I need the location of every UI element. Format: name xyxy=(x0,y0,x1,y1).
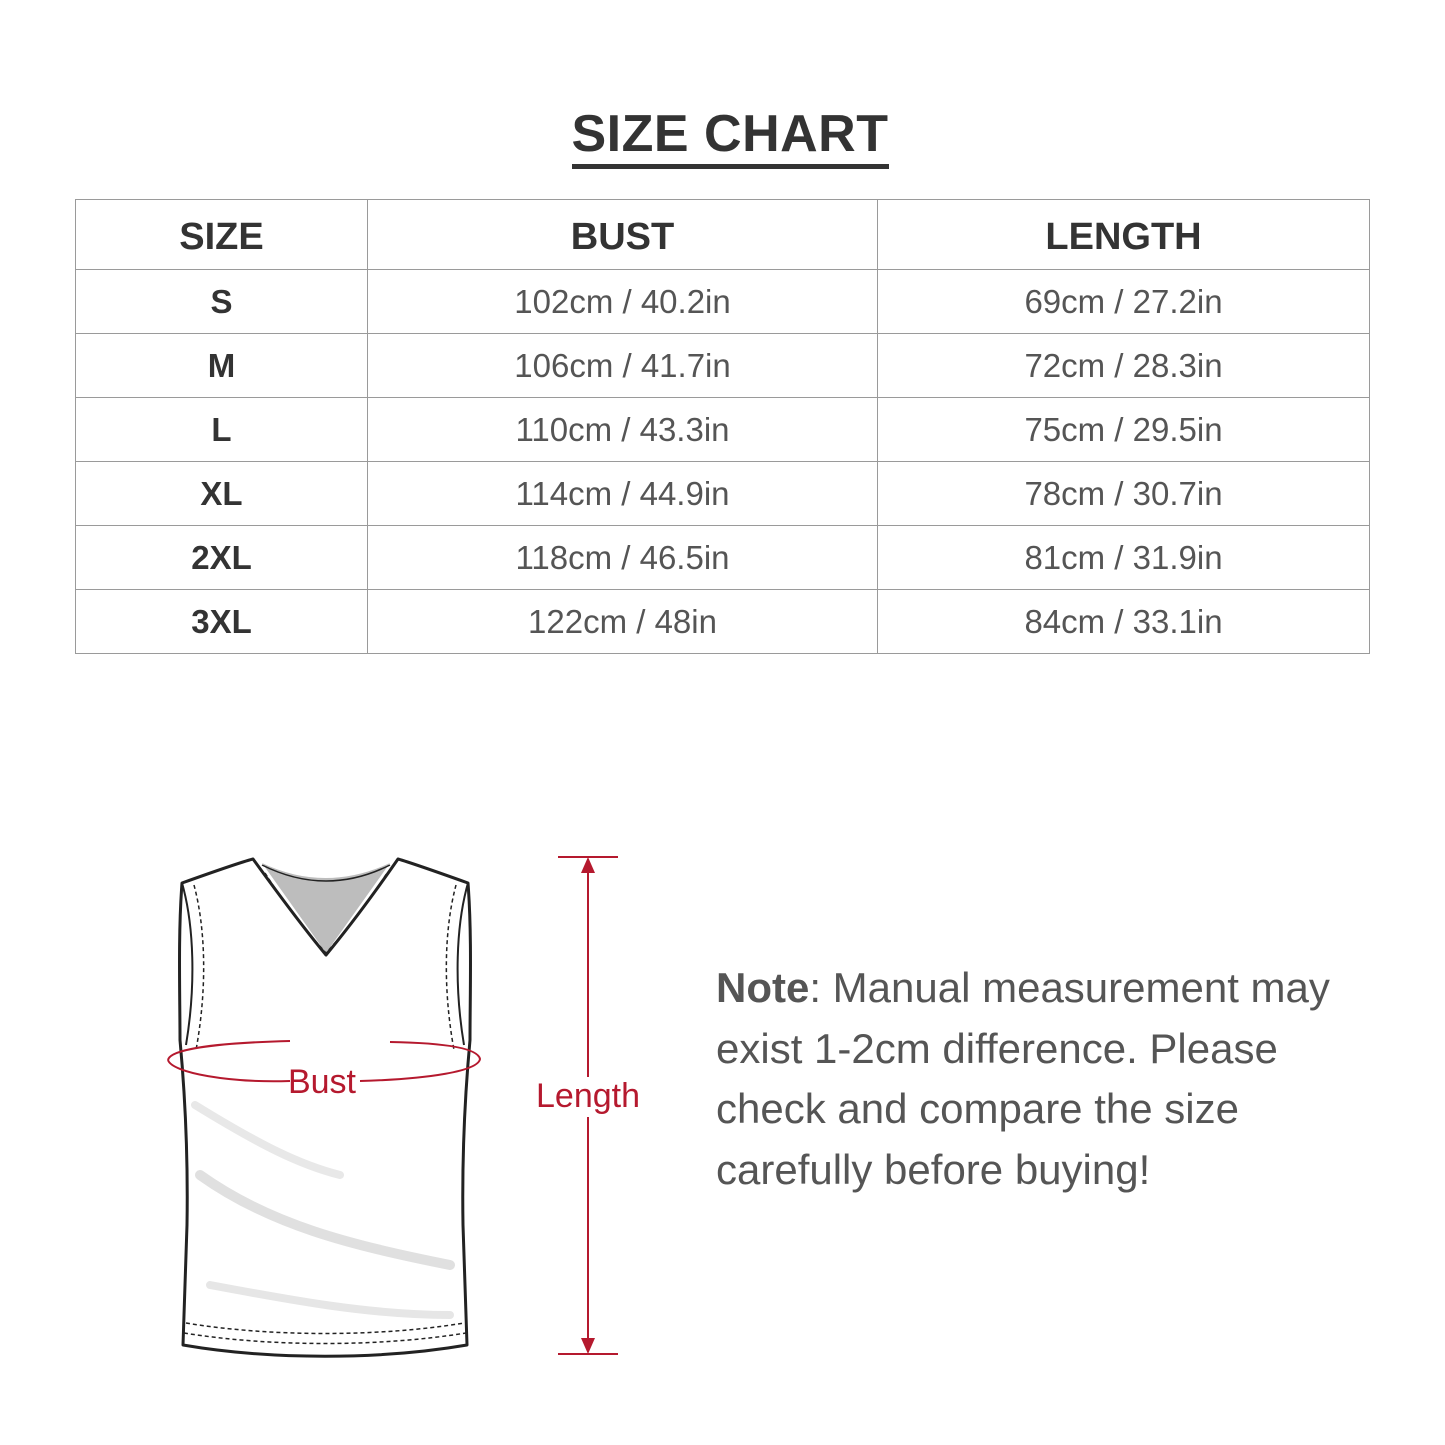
header-length: LENGTH xyxy=(878,200,1370,270)
table-row xyxy=(76,334,1370,398)
size-table xyxy=(75,199,1370,654)
size-cell: L xyxy=(76,398,368,462)
table-row xyxy=(76,590,1370,654)
length-cell: 81cm / 31.9in xyxy=(878,526,1370,590)
note-label: Note xyxy=(716,964,810,1011)
bust-cell: 122cm / 48in xyxy=(368,590,878,654)
table-header-row xyxy=(76,200,1370,270)
length-cell: 84cm / 33.1in xyxy=(878,590,1370,654)
garment-diagram xyxy=(150,845,670,1365)
size-cell: 3XL xyxy=(76,590,368,654)
page-title xyxy=(0,104,1445,169)
size-cell: M xyxy=(76,334,368,398)
bust-cell: 114cm / 44.9in xyxy=(368,462,878,526)
bust-cell: 102cm / 40.2in xyxy=(368,270,878,334)
size-cell: XL xyxy=(76,462,368,526)
header-bust: BUST xyxy=(368,200,878,270)
bust-cell: 118cm / 46.5in xyxy=(368,526,878,590)
length-label: Length xyxy=(536,1077,640,1115)
table-row xyxy=(76,526,1370,590)
bust-cell: 110cm / 43.3in xyxy=(368,398,878,462)
table-row xyxy=(76,462,1370,526)
length-cell: 75cm / 29.5in xyxy=(878,398,1370,462)
header-size: SIZE xyxy=(76,200,368,270)
length-cell: 78cm / 30.7in xyxy=(878,462,1370,526)
vest-icon xyxy=(180,859,471,1356)
table-row xyxy=(76,270,1370,334)
length-cell: 72cm / 28.3in xyxy=(878,334,1370,398)
bust-label: Bust xyxy=(287,1063,357,1101)
length-cell: 69cm / 27.2in xyxy=(878,270,1370,334)
bust-cell: 106cm / 41.7in xyxy=(368,334,878,398)
tank-vest-illustration xyxy=(150,845,670,1365)
size-cell: 2XL xyxy=(76,526,368,590)
measurement-note xyxy=(716,958,1396,1200)
note-text: : Manual measurement may exist 1-2cm difference. Please check and compare the size carefully before buying! xyxy=(716,964,1330,1193)
table-row xyxy=(76,398,1370,462)
size-cell: S xyxy=(76,270,368,334)
size-chart-title: SIZE CHART xyxy=(572,106,889,169)
